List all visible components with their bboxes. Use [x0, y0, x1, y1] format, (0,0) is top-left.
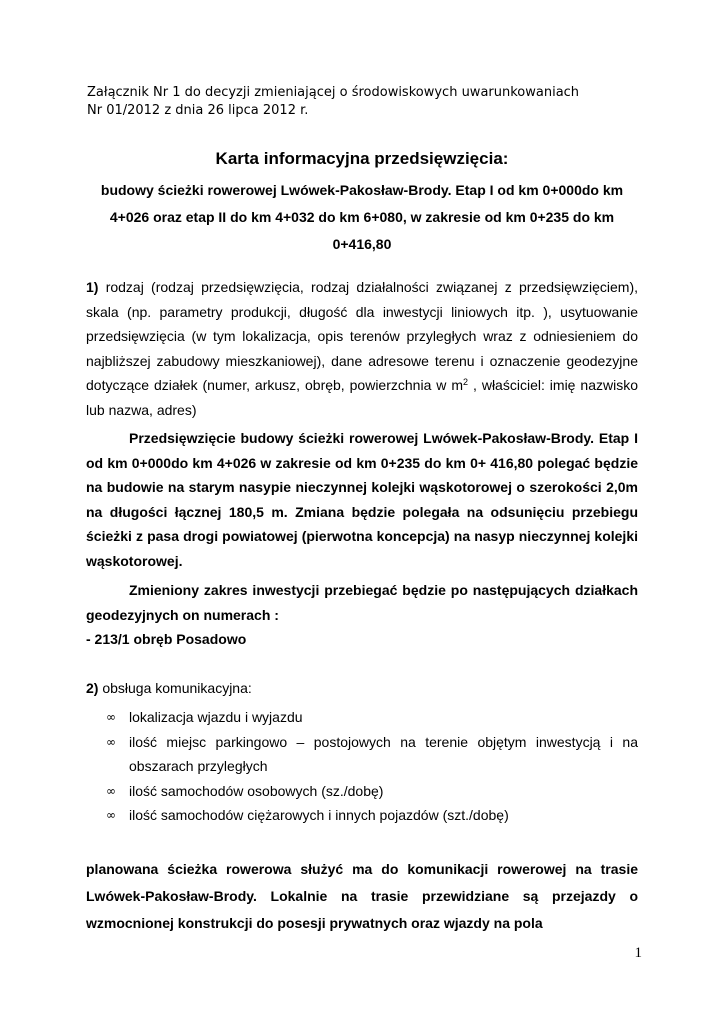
list-item-text: ilość samochodów osobowych (sz./dobę) [129, 782, 384, 799]
list-item [106, 730, 638, 779]
list-item-text: ilość miejsc parkingowo – postojowych na terenie objętym inwestycją i na obszarach przyległych [129, 733, 638, 774]
document-subtitle: budowy ścieżki rowerowej Lwówek-Pakosław-Brody. Etap I od km 0+000do km 4+026 oraz etap II do km 4+032 do km 6+080, w zakresie od km 0+235 do km 0+416,80 [100, 182, 624, 252]
section-2-number: 2) [86, 680, 99, 696]
communication-list [106, 705, 638, 828]
infinity-bullet-icon: ∞ [106, 710, 116, 724]
section-1-heading-paragraph [86, 275, 638, 422]
closing-paragraph: planowana ścieżka rowerowa służyć ma do komunikacji rowerowej na trasie Lwówek-Pakosław-Brody. Lokalnie na trasie przewidziane są przejazdy o wzmocnionej konstrukcji do posesji prywatnych oraz wjazdy na pola [86, 861, 638, 931]
page-number: 1 [634, 945, 642, 961]
section-1-text-end: , właściciel: imię nazwisko lub nazwa, adres) [86, 377, 638, 418]
attachment-header-line-2: Nr 01/2012 z dnia 26 lipca 2012 r. [87, 103, 309, 118]
list-item-text: ilość samochodów ciężarowych i innych pojazdów (szt./dobę) [129, 807, 509, 823]
document-title: Karta informacyjna przedsięwzięcia: [215, 149, 509, 168]
list-item [106, 803, 638, 828]
scope-paragraph: Zmieniony zakres inwestycji przebiegać będzie po następujących działkach geodezyjnych on numerach : [86, 582, 638, 623]
list-item-text: lokalizacja wjazdu i wyjazdu [129, 709, 303, 725]
infinity-bullet-icon: ∞ [106, 808, 116, 822]
superscript-2: 2 [463, 377, 469, 387]
attachment-header [87, 84, 647, 120]
section-1-text: rodzaj (rodzaj przedsięwzięcia, rodzaj działalności związanej z przedsięwzięciem), skala (np. parametry produkcji, długość dla inwestycji liniowych itp. ), usytuowanie przedsięwzięcia (w tym lokalizacja, opis terenów przyległych wraz z odniesieniem do najbliższej zabudowy mieszkaniowej), dane adresowe terenu i oznaczenie geodezyjne dotyczące działek (numer, arkusz, obręb, powierzchnia w m [86, 279, 638, 393]
section-1-number: 1) [86, 279, 99, 295]
infinity-bullet-icon: ∞ [106, 783, 116, 798]
project-description-paragraph: Przedsięwzięcie budowy ścieżki rowerowej Lwówek-Pakosław-Brody. Etap I od km 0+000do km 4+026 w zakresie od km 0+235 do km 0+ 416,80 polegać będzie na budowie na starym nasypie nieczynnej kolejki wąskotorowej o szerokości 2,0m na długości łącznej 180,5 m. Zmiana będzie polegała na odsunięciu przebiegu ścieżki z pasa drogi powiatowej (pierwotna koncepcja) na nasyp nieczynnej kolejki wąskotorowej. [86, 430, 638, 569]
infinity-bullet-icon: ∞ [106, 734, 116, 749]
list-item [106, 779, 638, 804]
parcel-line: - 213/1 obręb Posadowo [86, 631, 247, 647]
list-item [106, 705, 638, 730]
attachment-header-line-1: Załącznik Nr 1 do decyzji zmieniającej o środowiskowych uwarunkowaniach [87, 85, 580, 100]
section-2-label: obsługa komunikacyjna: [98, 680, 252, 696]
section-2-heading [86, 676, 638, 701]
